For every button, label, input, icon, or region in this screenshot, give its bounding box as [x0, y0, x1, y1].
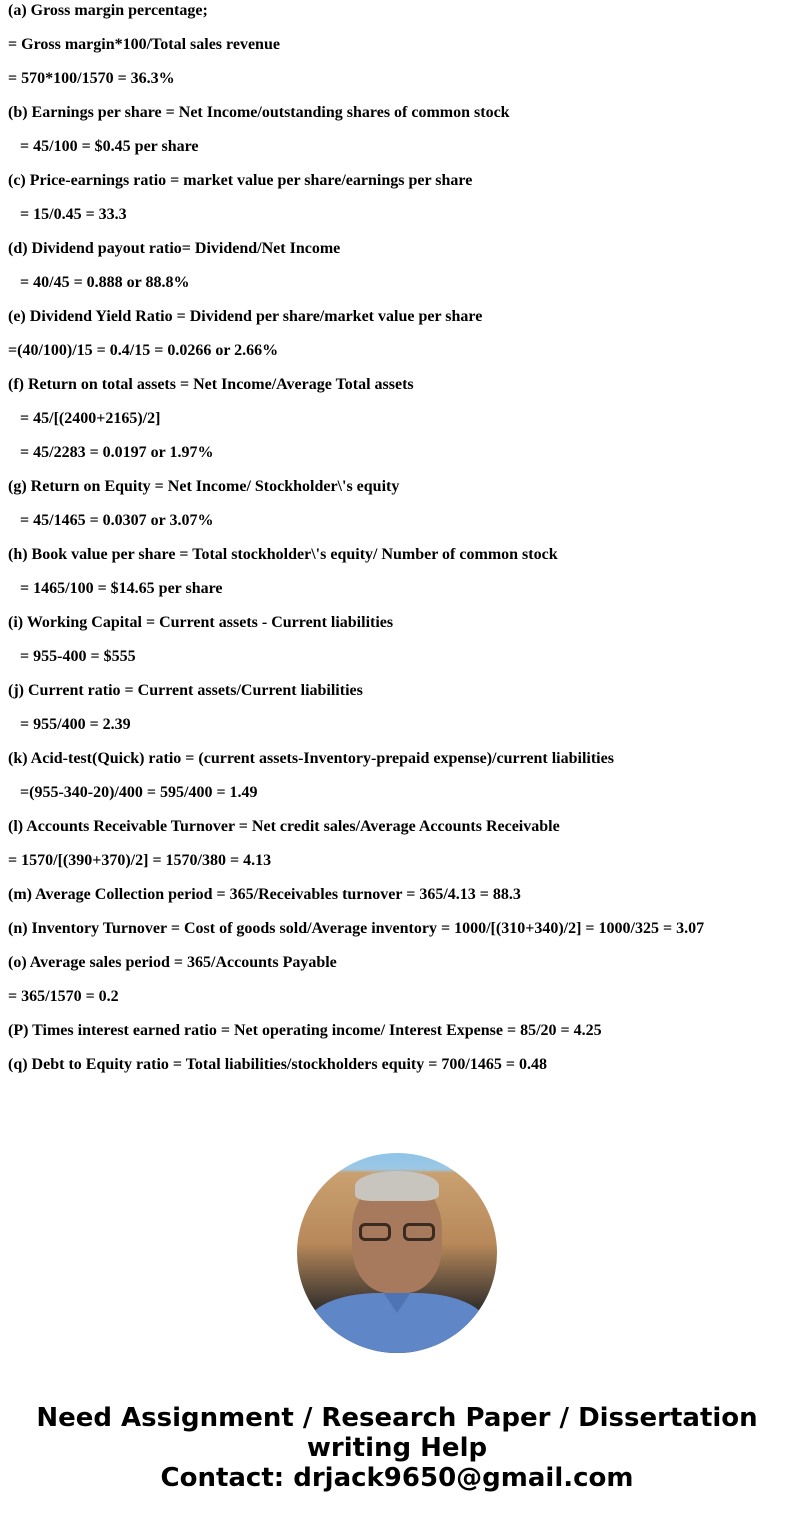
solution-line: =(40/100)/15 = 0.4/15 = 0.0266 or 2.66% [8, 342, 279, 359]
solution-line: (g) Return on Equity = Net Income/ Stockholder\'s equity [8, 478, 400, 495]
solution-line: = 1465/100 = $14.65 per share [8, 580, 223, 597]
solution-line: (f) Return on total assets = Net Income/Average Total assets [8, 376, 414, 393]
banner-line-1: Need Assignment / Research Paper / Dissertation [36, 1403, 758, 1433]
solution-line: (e) Dividend Yield Ratio = Dividend per share/market value per share [8, 308, 483, 325]
solution-line: = 955/400 = 2.39 [8, 716, 131, 733]
solution-line: (k) Acid-test(Quick) ratio = (current assets-Inventory-prepaid expense)/current liabilities [8, 750, 614, 767]
solution-line: (c) Price-earnings ratio = market value per share/earnings per share [8, 172, 473, 189]
solution-line: (a) Gross margin percentage; [8, 2, 208, 19]
solution-line: (i) Working Capital = Current assets - Current liabilities [8, 614, 394, 631]
solution-line: (d) Dividend payout ratio= Dividend/Net Income [8, 240, 341, 257]
solution-line: = 45/2283 = 0.0197 or 1.97% [8, 444, 214, 461]
solution-line: = 40/45 = 0.888 or 88.8% [8, 274, 190, 291]
solution-line: = 955-400 = $555 [8, 648, 136, 665]
solution-line: = 1570/[(390+370)/2] = 1570/380 = 4.13 [8, 852, 272, 869]
solution-line: = 365/1570 = 0.2 [8, 988, 119, 1005]
solution-line: =(955-340-20)/400 = 595/400 = 1.49 [8, 784, 258, 801]
solution-line: (j) Current ratio = Current assets/Current liabilities [8, 682, 363, 699]
solution-text [8, 0, 704, 1088]
glasses-icon [359, 1223, 435, 1243]
solution-line: = 15/0.45 = 33.3 [8, 206, 127, 223]
solution-line: (P) Times interest earned ratio = Net operating income/ Interest Expense = 85/20 = 4.25 [8, 1022, 602, 1039]
solution-line: (b) Earnings per share = Net Income/outstanding shares of common stock [8, 104, 510, 121]
hair [355, 1171, 439, 1201]
solution-line: = Gross margin*100/Total sales revenue [8, 36, 280, 53]
solution-line: (q) Debt to Equity ratio = Total liabilities/stockholders equity = 700/1465 = 0.48 [8, 1056, 547, 1073]
solution-line: (o) Average sales period = 365/Accounts Payable [8, 954, 337, 971]
solution-line: = 45/100 = $0.45 per share [8, 138, 199, 155]
solution-line: = 45/1465 = 0.0307 or 3.07% [8, 512, 214, 529]
author-photo [297, 1153, 497, 1353]
solution-line: (m) Average Collection period = 365/Receivables turnover = 365/4.13 = 88.3 [8, 886, 521, 903]
solution-line: = 570*100/1570 = 36.3% [8, 70, 175, 87]
contact-banner [0, 1403, 794, 1493]
solution-line: = 45/[(2400+2165)/2] [8, 410, 161, 427]
banner-line-2: writing Help [306, 1433, 488, 1463]
contact-email: Contact: drjack9650@gmail.com [160, 1463, 634, 1493]
solution-line: (l) Accounts Receivable Turnover = Net credit sales/Average Accounts Receivable [8, 818, 560, 835]
solution-line: (n) Inventory Turnover = Cost of goods sold/Average inventory = 1000/[(310+340)/2] = 1000/325 = 3.07 [8, 920, 705, 937]
solution-line: (h) Book value per share = Total stockholder\'s equity/ Number of common stock [8, 546, 558, 563]
